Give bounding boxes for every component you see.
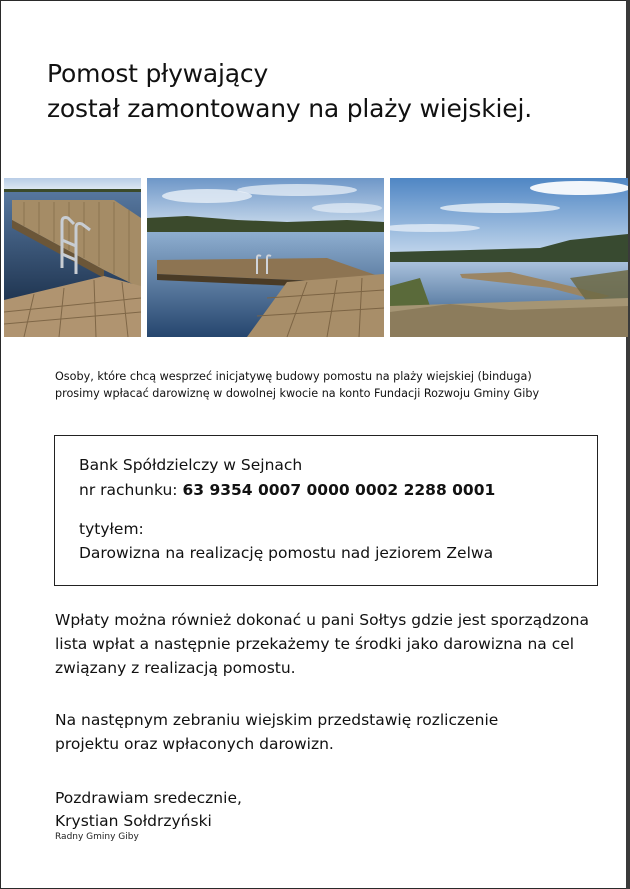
signature [55, 787, 242, 833]
dock-photo-icon [4, 178, 141, 337]
paragraph-2-line-1: Na następnym zebraniu wiejskim przedstawię rozliczenie [55, 711, 499, 729]
title-line-2: został zamontowany na plaży wiejskiej. [47, 94, 532, 123]
transfer-title-text: Darowizna na realizację pomostu nad jeziorem Zelwa [79, 544, 494, 562]
signature-role: Radny Gminy Giby [55, 832, 139, 842]
intro-line-1: Osoby, które chcą wesprzeć inicjatywę budowy pomostu na plaży wiejskiej (binduga) [55, 370, 532, 383]
lake-shore-dock-photo-icon [390, 178, 628, 337]
account-number: 63 9354 0007 0000 0002 2288 0001 [182, 481, 496, 499]
paragraph-settlement [55, 708, 498, 756]
signature-name: Krystian Sołdrzyński [55, 812, 212, 830]
bank-name: Bank Spółdzielczy w Sejnach [79, 456, 303, 474]
title-line-1: Pomost pływający [47, 59, 269, 88]
lake-dock-photo-icon [147, 178, 384, 337]
photo-strip [4, 178, 628, 337]
page-title [47, 56, 532, 126]
signature-greeting: Pozdrawiam sredecznie, [55, 789, 242, 807]
paragraph-1-line-1: Wpłaty można również dokonać u pani Sołtys gdzie jest sporządzona [55, 611, 589, 629]
account-row [79, 481, 495, 499]
paragraph-1-line-2: lista wpłat a następnie przekażemy te środki jako darowizna na cel [55, 635, 575, 653]
transfer-title-label: tytyłem: [79, 520, 144, 538]
intro-line-2: prosimy wpłacać darowiznę w dowolnej kwocie na konto Fundacji Rozwoju Gminy Giby [55, 387, 540, 400]
page-edge [626, 0, 630, 889]
bank-details-box [54, 435, 598, 586]
account-label: nr rachunku: [79, 481, 178, 499]
paragraph-1-line-3: związany z realizacją pomostu. [55, 659, 296, 677]
paragraph-2-line-2: projektu oraz wpłaconych darowizn. [55, 735, 334, 753]
paragraph-payments [55, 608, 589, 680]
intro-text [55, 368, 539, 402]
